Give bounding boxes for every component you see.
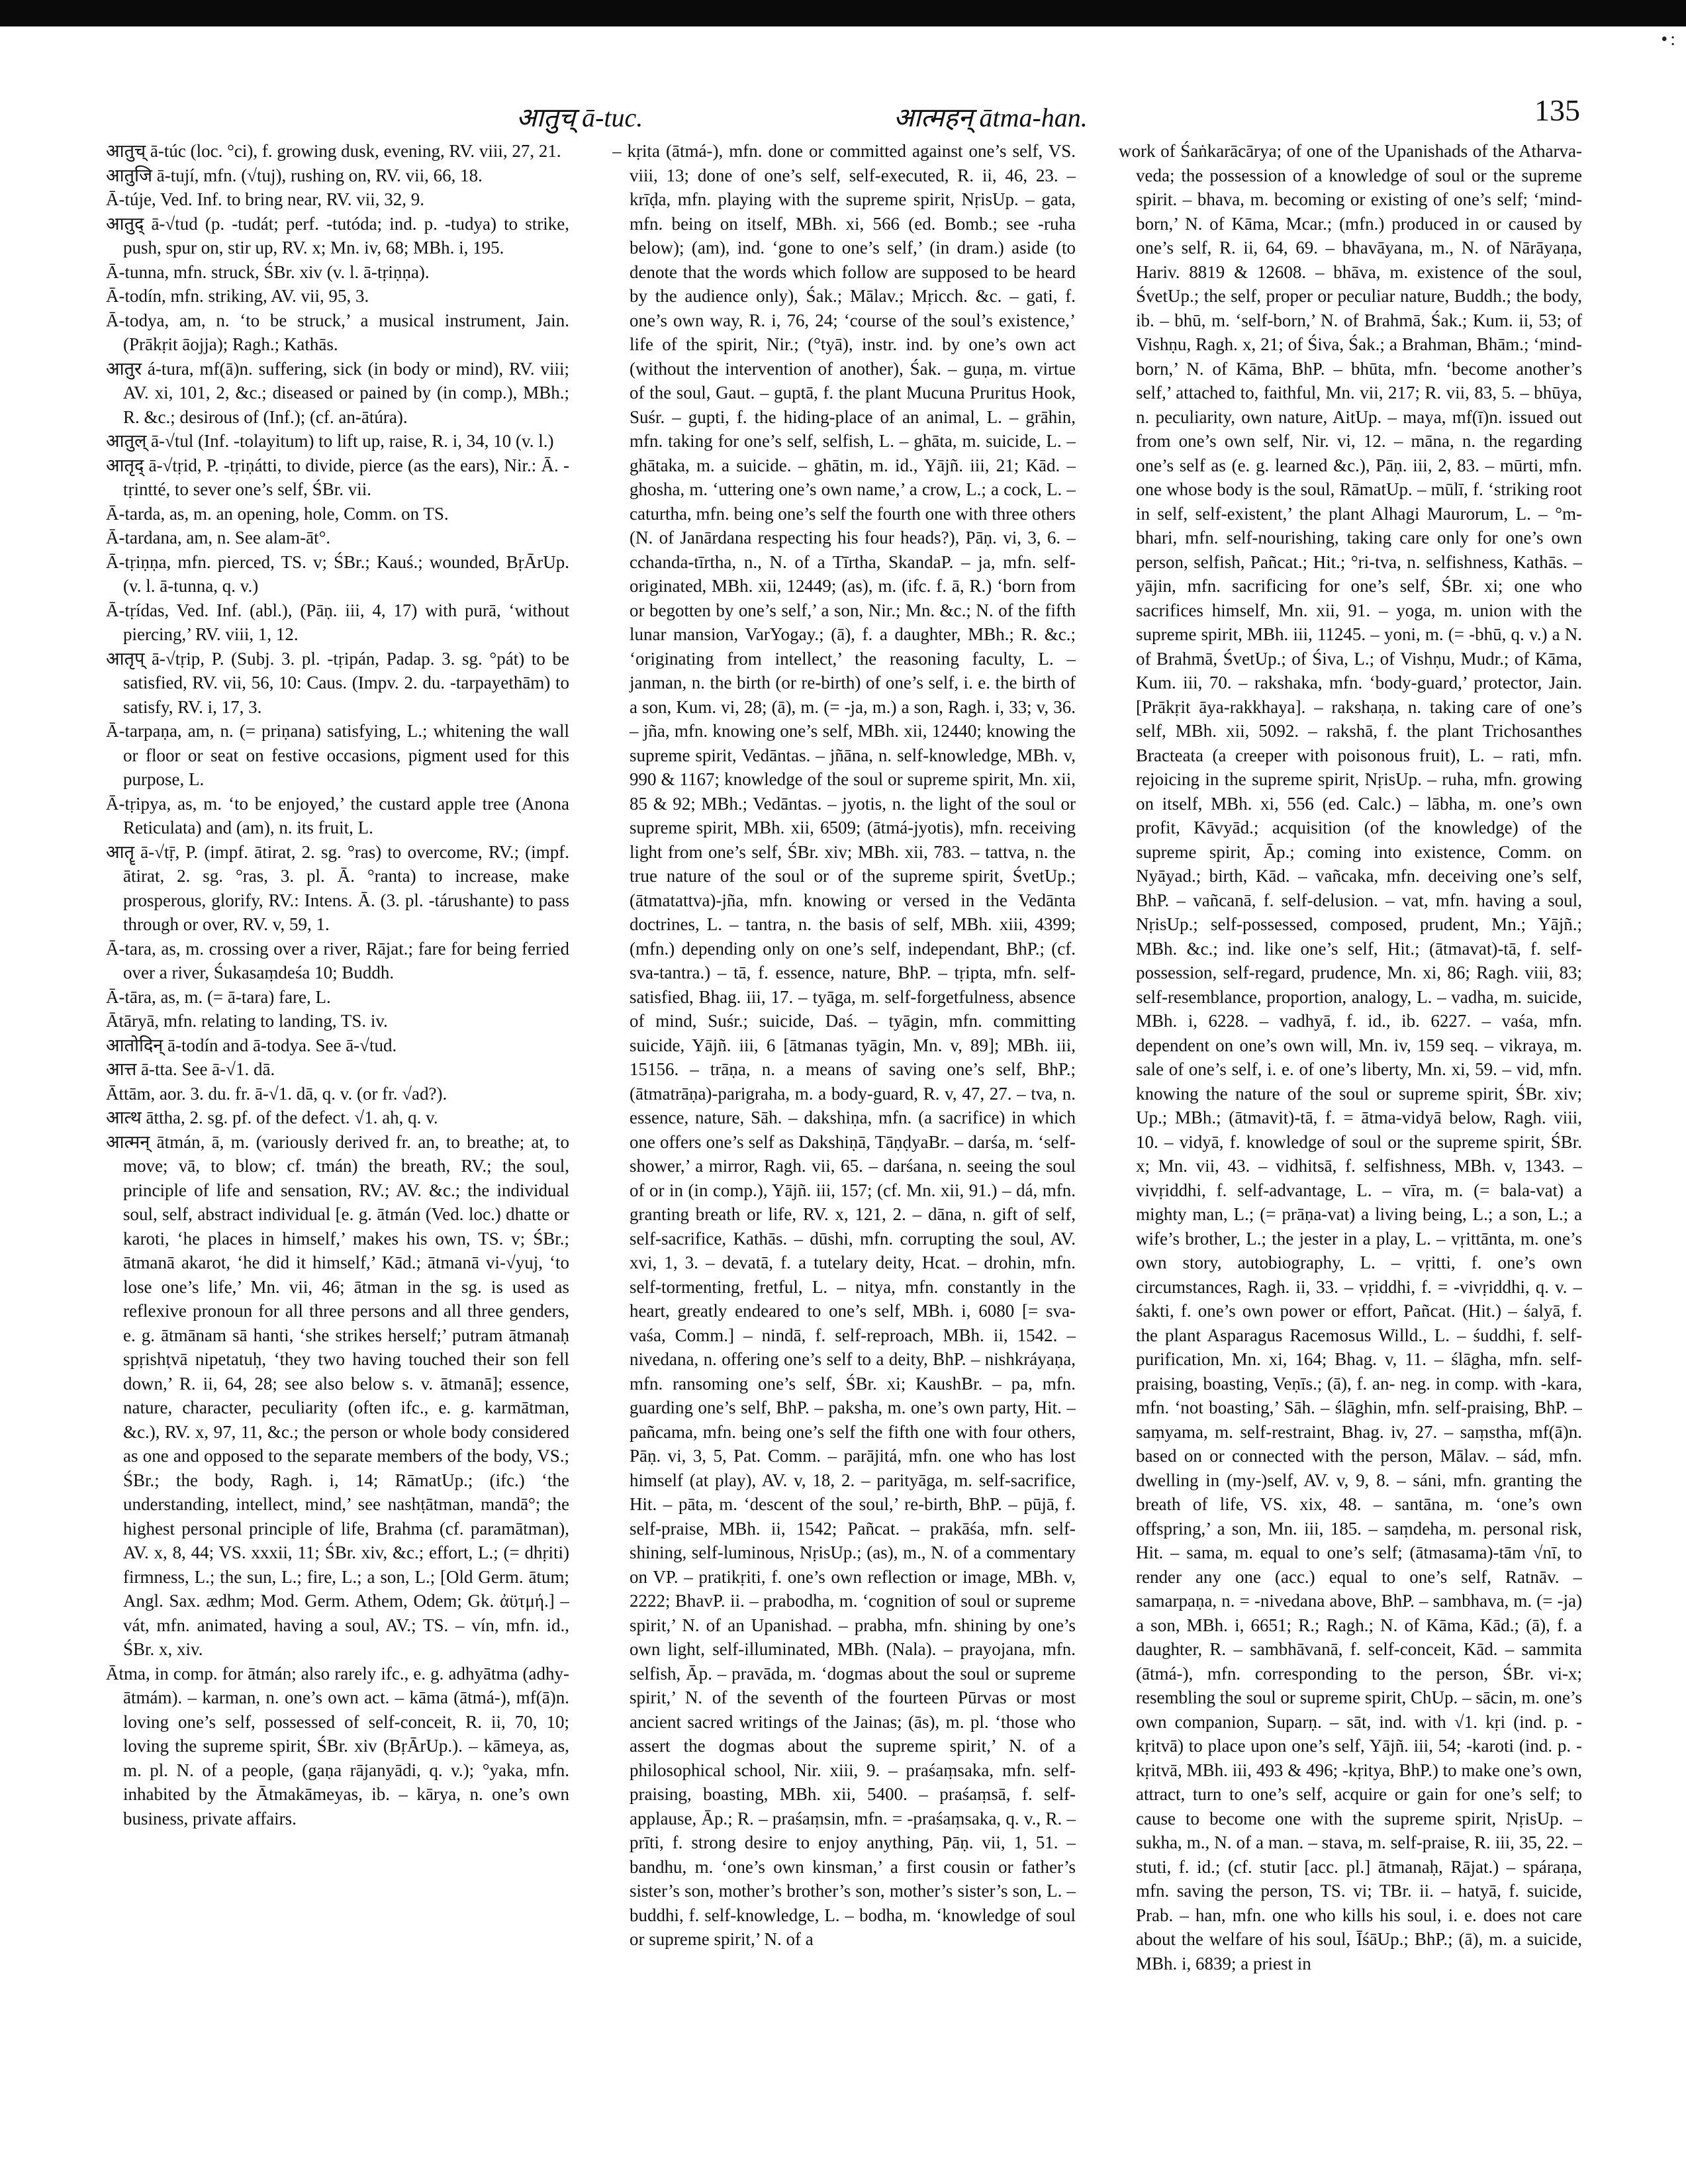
dictionary-entry: Ātma, in comp. for ātmán; also rarely ifc., e. g. adhyātma (adhy-ātmám). – karman, n. one’s own act. – kāma (ātmá-), mf(ā)n. loving one’s self, possessed of self-conceit, R. ii, 70, 10; loving the supreme spirit, ŚBr. xiv (BṛĀrUp.). – kāmeya, as, m. pl. N. of a people, (gaṇa rājanyādi, q. v.); °yaka, mfn. inhabited by the Ātmakāmeyas, ib. – kārya, n. one’s own business, private affairs. [106, 1663, 569, 1828]
dictionary-entry: आतुल् ā-√tul (Inf. -tolayitum) to lift up, raise, R. i, 34, 10 (v. l.) [106, 431, 554, 451]
dictionary-entry: work of Śaṅkarācārya; of one of the Upanishads of the Atharva-veda; the possession of a knowledge of soul or the supreme spirit. – bhava, m. becoming or existing of one’s self; ‘mind-born,’ N. of Kāma, Mcar.; (mfn.) produced in or caused by one’s self, R. ii, 64, 69. – bhavāyana, m., N. of Nārāyaṇa, Hariv. 8819 & 12608. – bhāva, m. existence of the soul, ŚvetUp.; the self, proper or peculiar nature, Buddh.; the body, ib. – bhū, m. ‘self-born,’ N. of Brahmā, Śak.; Kum. ii, 53; of Vishṇu, Ragh. x, 21; of Śiva, Śak.; a Brahman, Bhām.; ‘mind-born,’ N. of Kāma, BhP. – bhūta, mfn. ‘become another’s self,’ attached to, faithful, Mn. vii, 217; R. vii, 83, 5. – bhūya, n. peculiarity, own nature, AitUp. – maya, mf(ī)n. issued out from one’s own self, Nir. vi, 12. – māna, n. the regarding one’s self as (e. g. learned &c.), Pāṇ. iii, 2, 83. – mūrti, mfn. one whose body is the soul, RāmatUp. – mūlī, f. ‘striking root in self, self-existent,’ the plant Alhagi Maurorum, L. – °m-bhari, mfn. self-nourishing, taking care only for one’s own person, selfish, Pañcat.; Hit.; °ri-tva, n. selfishness, Kathās. – yājin, mfn. sacrificing for one’s self, ŚBr. xi; one who sacrifices himself, Mn. xii, 91. – yoga, m. union with the supreme spirit, MBh. iii, 11245. – yoni, m. (= -bhū, q. v.) a N. of Brahmā, ŚvetUp.; of Śiva, L.; of Vishṇu, Mudr.; of Kāma, Kum. iii, 70. – rakshaka, mfn. ‘body-guard,’ protector, Jain. [Prākṛit āya-rakkhaya]. – rakshaṇa, n. taking care of one’s self, MBh. xii, 5092. – rakshā, f. the plant Trichosanthes Bracteata (a creeper with poisonous fruit), L. – rati, mfn. rejoicing in the supreme spirit, NṛisUp. – ruha, mfn. growing on itself, MBh. xi, 556 (ed. Calc.) – lābha, m. one’s own profit, Kāvyād.; acquisition (of the knowledge) of the supreme spirit, Āp.; coming into existence, Comm. on Nyāyad.; birth, Kād. – vañcaka, mfn. deceiving one’s self, BhP. – vañcanā, f. self-delusion. – vat, mfn. having a soul, NṛisUp.; self-possessed, composed, prudent, Mn.; Yājñ.; MBh. &c.; ind. like one’s self, Hit.; (ātmavat)-tā, f. self-possession, self-regard, prudence, Mn. xi, 86; Ragh. viii, 83; self-resemblance, proportion, analogy, L. – vadha, m. suicide, MBh. i, 6228. – vadhyā, f. id., ib. 6227. – vaśa, mfn. dependent on one’s own will, Mn. iv, 159 seq. – vikraya, m. sale of one’s self, i. e. of one’s liberty, Mn. xi, 59. – vid, mfn. knowing the nature of the soul or supreme spirit, ŚBr. xiv; Up.; MBh.; (ātmavit)-tā, f. = ātma-vidyā below, Ragh. viii, 10. – vidyā, f. knowledge of soul or the supreme spirit, ŚBr. x; Mn. vii, 43. – vidhitsā, f. selfishness, MBh. v, 1343. – vivṛiddhi, f. self-advantage, L. – vīra, m. (= bala-vat) a mighty man, L.; (= prāṇa-vat) a living being, L.; a son, L.; a wife’s brother, L.; the jester in a play, L. – vṛittānta, m. one’s own story, autobiography, L. – vṛitti, f. one’s own circumstances, Ragh. ii, 33. – vṛiddhi, f. = -vivṛiddhi, q. v. – śakti, f. one’s own power or effort, Pañcat. (Hit.) – śalyā, f. the plant Asparagus Racemosus Willd., L. – śuddhi, f. self-purification, Mn. xi, 164; Bhag. v, 11. – ślāgha, mfn. self-praising, boasting, Veṇīs.; (ā), f. an- neg. in comp. with -kara, mfn. ‘not boasting,’ Sāh. – ślāghin, mfn. self-praising, BhP. – saṃyama, m. self-restraint, Bhag. iv, 27. – saṃstha, mf(ā)n. based on or connected with the person, Mālav. – sád, mfn. dwelling in (my-)self, AV. v, 9, 8. – sáni, mfn. granting the breath of life, VS. xix, 48. – santāna, m. ‘one’s own offspring,’ a son, Mn. iii, 185. – saṃdeha, m. personal risk, Hit. – sama, m. equal to one’s self; (ātmasama)-tām √nī, to render any one (acc.) equal to one’s self, Ratnāv. – samarpaṇa, n. = -nivedana above, BhP. – sambhava, m. (= -ja) a son, MBh. i, 6651; R.; Ragh.; N. of Kāma, Kād.; (ā), f. a daughter, R. – sambhāvanā, f. self-conceit, Kād. – sammita (ātmá-), mfn. corresponding to the person, ŚBr. vi-x; resembling the soul or supreme spirit, ChUp. – sācin, m. one’s own companion, Suparṇ. – sāt, ind. with √1. kṛi (ind. p. -kṛitvā) to place upon one’s self, Yājñ. iii, 54; -karoti (ind. p. -kṛitvā, MBh. iii, 493 & 496; -kṛitya, BhP.) to make one’s own, attract, turn to one’s self, acquire or gain for one’s self; to cause to become one with the supreme spirit, NṛisUp. – sukha, m., N. of a man. – stava, m. self-praise, R. iii, 35, 22. – stuti, f. id.; (cf. stutir [acc. pl.] ātmanaḥ, Rājat.) – spáraṇa, mfn. saving the person, TS. vi; TBr. ii. – hatyā, f. suicide, Prab. – han, mfn. one who kills his soul, i. e. does not care about the welfare of his soul, ĪśāUp.; BhP.; (ā), m. a suicide, MBh. i, 6839; a priest in [1119, 141, 1582, 1973]
left-running-headword: आतुच् ā-tuc. [516, 103, 643, 132]
dictionary-entry: Ā-tāra, as, m. (= ā-tara) fare, L. [106, 986, 331, 1007]
dictionary-entry: आतुद् ā-√tud (p. -tudát; perf. -tutóda; ind. p. -tudya) to strike, push, spur on, stir up, RV. x; Mn. iv, 68; MBh. i, 195. [106, 213, 569, 258]
dictionary-entry: Ā-tṛipya, as, m. ‘to be enjoyed,’ the custard apple tree (Anona Reticulata) and (am), n. its fruit, L. [106, 793, 569, 837]
dictionary-entry: Ā-tṛiṇṇa, mfn. pierced, TS. v; ŚBr.; Kauś.; wounded, BṛĀrUp. (v. l. ā-tunna, q. v.) [106, 551, 569, 596]
right-running-headword: आत्महन् ātma-han. [894, 103, 1088, 132]
dictionary-entry: Āttām, aor. 3. du. fr. ā-√1. dā, q. v. (or fr. √ad?). [106, 1083, 447, 1104]
column-2 [612, 139, 1076, 2158]
dictionary-entry: आत्त ā-tta. See ā-√1. dā. [106, 1059, 275, 1079]
dictionary-entry: आतृप् ā-√tṛip, P. (Subj. 3. pl. -tṛipán, Padap. 3. sg. °pát) to be satisfied, RV. vii, 56, 10: Caus. (Impv. 2. du. -tarpayethām) to satisfy, RV. i, 17, 3. [106, 648, 569, 717]
dictionary-entry: आतुच् ā-túc (loc. °ci), f. growing dusk, evening, RV. viii, 27, 21. [106, 141, 561, 161]
scan-top-border [0, 0, 1686, 26]
dictionary-entry: आतोदिन् ā-todín and ā-todya. See ā-√tud. [106, 1035, 397, 1055]
column-1 [106, 139, 569, 2158]
scan-corner-mark: •: [1661, 29, 1678, 50]
dictionary-entry: – kṛita (ātmá-), mfn. done or committed against one’s self, VS. viii, 13; done of one’s self, self-executed, R. ii, 46, 23. – krīḍa, mfn. playing with the supreme spirit, NṛisUp. – gata, mfn. being on itself, MBh. xi, 566 (ed. Bomb.; see -ruha below); (am), ind. ‘gone to one’s self,’ (in dram.) aside (to denote that the words which follow are supposed to be heard by the audience only), Śak.; Mālav.; Mṛicch. &c. – gati, f. one’s own way, R. i, 76, 24; ‘course of the soul’s existence,’ life of the spirit, Nir.; (°tyā), instr. ind. by one’s own act (without the intervention of another), Śak. – guṇa, m. virtue of the soul, Gaut. – guptā, f. the plant Mucuna Pruritus Hook, Suśr. – gupti, f. the hiding-place of an animal, L. – grāhin, mfn. taking for one’s self, selfish, L. – ghāta, m. suicide, L. – ghātaka, m. a suicide. – ghātin, m. id., Yājñ. iii, 21; Kād. – ghosha, m. ‘uttering one’s own name,’ a crow, L.; a cock, L. – caturtha, mfn. being one’s self the fourth one with three others (N. of Janārdana respecting his four heads?), Pāṇ. vi, 3, 6. – cchanda-tīrtha, n., N. of a Tīrtha, SkandaP. – ja, mfn. self-originated, MBh. xii, 12449; (as), m. (ifc. f. ā, R.) ‘born from or begotten by one’s self,’ a son, Nir.; Mn. &c.; N. of the fifth lunar mansion, VarYogay.; (ā), f. a daughter, MBh.; R. &c.; ‘originating from intellect,’ the reasoning faculty, L. – janman, n. the birth (or re-birth) of one’s self, i. e. the birth of a son, Kum. vi, 28; (ā), m. (= -ja, m.) a son, Ragh. i, 33; v, 36. – jña, mfn. knowing one’s self, MBh. xii, 12440; knowing the supreme spirit, Vedāntas. – jñāna, n. self-knowledge, MBh. v, 990 & 1167; knowledge of the soul or supreme spirit, Mn. xii, 85 & 92; MBh.; Vedāntas. – jyotis, n. the light of the soul or supreme spirit, MBh. xii, 6509; (ātmá-jyotis), mfn. receiving light from one’s self, ŚBr. xiv; MBh. xii, 783. – tattva, n. the true nature of the soul or of the supreme spirit, ŚvetUp.; (ātmatattva)-jña, mfn. knowing or versed in the Vedānta doctrines, L. – tantra, n. the basis of self, MBh. xiii, 4399; (mfn.) depending only on one’s self, independant, BhP.; (cf. sva-tantra.) – tā, f. essence, nature, BhP. – tṛipta, mfn. self-satisfied, Bhag. iii, 17. – tyāga, m. self-forgetfulness, absence of mind, Suśr.; suicide, Daś. – tyāgin, mfn. committing suicide, Yājñ. iii, 6 [ātmanas tyāgin, Mn. v, 89]; MBh. iii, 15156. – trāṇa, n. a means of saving one’s self, BhP.; (ātmatrāṇa)-parigraha, m. a body-guard, R. v, 47, 27. – tva, n. essence, nature, Sāh. – dakshiṇa, mfn. (a sacrifice) in which one offers one’s self as Dakshiṇā, TāṇḍyaBr. – darśa, m. ‘self-shower,’ a mirror, Ragh. vii, 65. – darśana, n. seeing the soul of or in (in comp.), Yājñ. iii, 157; (cf. Mn. xii, 91.) – dá, mfn. granting breath or life, RV. x, 121, 2. – dāna, n. gift of self, self-sacrifice, Kathās. – dūshi, mfn. corrupting the soul, AV. xvi, 1, 3. – devatā, f. a tutelary deity, Hcat. – drohin, mfn. self-tormenting, fretful, L. – nitya, mfn. constantly in the heart, greatly endeared to one’s self, MBh. i, 6080 [= sva-vaśa, Comm.] – nindā, f. self-reproach, MBh. ii, 1542. – nivedana, n. offering one’s self to a deity, BhP. – nishkráyaṇa, mfn. ransoming one’s self, ŚBr. xi; KaushBr. – pa, mfn. guarding one’s self, BhP. – paksha, m. one’s own party, Hit. – pañcama, mfn. being one’s self the fifth one with four others, Pāṇ. vi, 3, 5, Pat. Comm. – parājitá, mfn. one who has lost himself (at play), AV. v, 18, 2. – parityāga, m. self-sacrifice, Hit. – pāta, m. ‘descent of the soul,’ re-birth, BhP. – pūjā, f. self-praise, MBh. ii, 1542; Pañcat. – prakāśa, mfn. self-shining, self-luminous, NṛisUp.; (as), m., N. of a commentary on VP. – pratikṛiti, f. one’s own reflection or image, MBh. v, 2222; BhavP. ii. – prabodha, m. ‘cognition of soul or supreme spirit,’ N. of an Upanishad. – prabha, mfn. shining by one’s own light, self-illuminated, MBh. (Nala). – prayojana, mfn. selfish, Āp. – pravāda, m. ‘dogmas about the soul or supreme spirit,’ N. of the seventh of the fourteen Pūrvas or most ancient sacred writings of the Jainas; (ās), m. pl. ‘those who assert the dogmas about the supreme spirit,’ N. of a philosophical school, Nir. xiii, 9. – praśaṃsaka, mfn. self-praising, boasting, MBh. xii, 5400. – praśaṃsā, f. self-applause, Āp.; R. – praśaṃsin, mfn. = -praśaṃsaka, q. v., R. – prīti, f. strong desire to enjoy anything, Pāṇ. vii, 1, 51. – bandhu, m. ‘one’s own kinsman,’ a first cousin or father’s sister’s son, mother’s brother’s son, mother’s sister’s son, L. – buddhi, f. self-knowledge, L. – bodha, m. ‘knowledge of soul or supreme spirit,’ N. of a [612, 141, 1076, 1949]
dictionary-entry: Ā-tṛídas, Ved. Inf. (abl.), (Pāṇ. iii, 4, 17) with purā, ‘without piercing,’ RV. viii, 1, 12. [106, 600, 569, 644]
dictionary-entry: Ā-todya, am, n. ‘to be struck,’ a musical instrument, Jain. (Prākṛit āojja); Ragh.; Kathās. [106, 310, 569, 354]
dictionary-entry: आतुजि ā-tují, mfn. (√tuj), rushing on, RV. vii, 66, 18. [106, 165, 483, 185]
page-header [106, 93, 1580, 146]
dictionary-entry: आत्मन् ātmán, ā, m. (variously derived fr. an, to breathe; at, to move; vā, to blow; cf. tmán) the breath, RV.; the soul, principle of life and sensation, RV.; AV. &c.; the individual soul, self, abstract individual [e. g. ātmán (Ved. loc.) dhatte or karoti, ‘he places in himself,’ makes his own, TS. v; ŚBr.; ātmanā akarot, ‘he did it himself,’ Kād.; ātmanā vi-√yuj, ‘to lose one’s life,’ Mn. vii, 46; ātman in the sg. is used as reflexive pronoun for all three persons and all three genders, e. g. ātmānam sā hanti, ‘she strikes herself;’ putram ātmanaḥ spṛishṭvā nipetatuḥ, ‘they two having touched their son fell down,’ R. ii, 64, 28; see also below s. v. ātmanā]; essence, nature, character, peculiarity (often ifc., e. g. karmātman, &c.), RV. x, 97, 11, &c.; the person or whole body considered as one and opposed to the separate members of the body, VS.; ŚBr.; the body, Ragh. i, 14; RāmatUp.; (ifc.) ‘the understanding, intellect, mind,’ see nashṭātman, mandā°; the highest personal principle of life, Brahma (cf. paramātman), AV. x, 8, 44; VS. xxxii, 11; ŚBr. xiv, &c.; effort, L.; (= dhṛiti) firmness, L.; the sun, L.; fire, L.; a son, L.; [Old Germ. ātum; Angl. Sax. ædhm; Mod. Germ. Athem, Odem; Gk. ἀϋτμή.] – vát, mfn. animated, having a soul, AV.; TS. – vín, mfn. id., ŚBr. x, xiv. [106, 1131, 569, 1659]
page-number: 135 [1534, 93, 1580, 127]
dictionary-entry: Ā-túje, Ved. Inf. to bring near, RV. vii, 32, 9. [106, 189, 424, 209]
dictionary-entry: आतॄ ā-√tṝ, P. (impf. ātirat, 2. sg. °ras) to overcome, RV.; (impf. ātirat, 2. sg. °ras, 3. pl. Ā. °ranta) to increase, make prosperous, glorify, RV.: Intens. Ā. (3. pl. -tárushante) to pass through or over, RV. v, 59, 1. [106, 841, 569, 934]
dictionary-entry: Ā-tara, as, m. crossing over a river, Rājat.; fare for being ferried over a river, Śukasaṃdeśa 10; Buddh. [106, 938, 569, 982]
dictionary-entry: Ātāryā, mfn. relating to landing, TS. iv. [106, 1011, 388, 1031]
dictionary-entry: आतृद् ā-√tṛid, P. -tṛiṇátti, to divide, pierce (as the ears), Nir.: Ā. -tṛintté, to sever one’s self, ŚBr. vii. [106, 455, 569, 499]
dictionary-entry: आत्थ āttha, 2. sg. pf. of the defect. √1. ah, q. v. [106, 1108, 438, 1127]
dictionary-entry: आतुर á-tura, mf(ā)n. suffering, sick (in body or mind), RV. viii; AV. xi, 101, 2, &c.; diseased or pained by (in comp.), MBh.; R. &c.; desirous of (Inf.); (cf. an-ātúra). [106, 358, 569, 427]
dictionary-entry: Ā-todín, mfn. striking, AV. vii, 95, 3. [106, 286, 369, 306]
dictionary-columns [106, 139, 1582, 2158]
dictionary-entry: Ā-tardana, am, n. See alam-āt°. [106, 528, 331, 547]
dictionary-entry: Ā-tarda, as, m. an opening, hole, Comm. on TS. [106, 503, 449, 524]
column-3 [1119, 139, 1582, 2158]
dictionary-entry: Ā-tarpaṇa, am, n. (= priṇana) satisfying, L.; whitening the wall or floor or seat on festive occasions, pigment used for this purpose, L. [106, 721, 569, 789]
dictionary-entry: Ā-tunna, mfn. struck, ŚBr. xiv (v. l. ā-tṛiṇṇa). [106, 261, 430, 282]
